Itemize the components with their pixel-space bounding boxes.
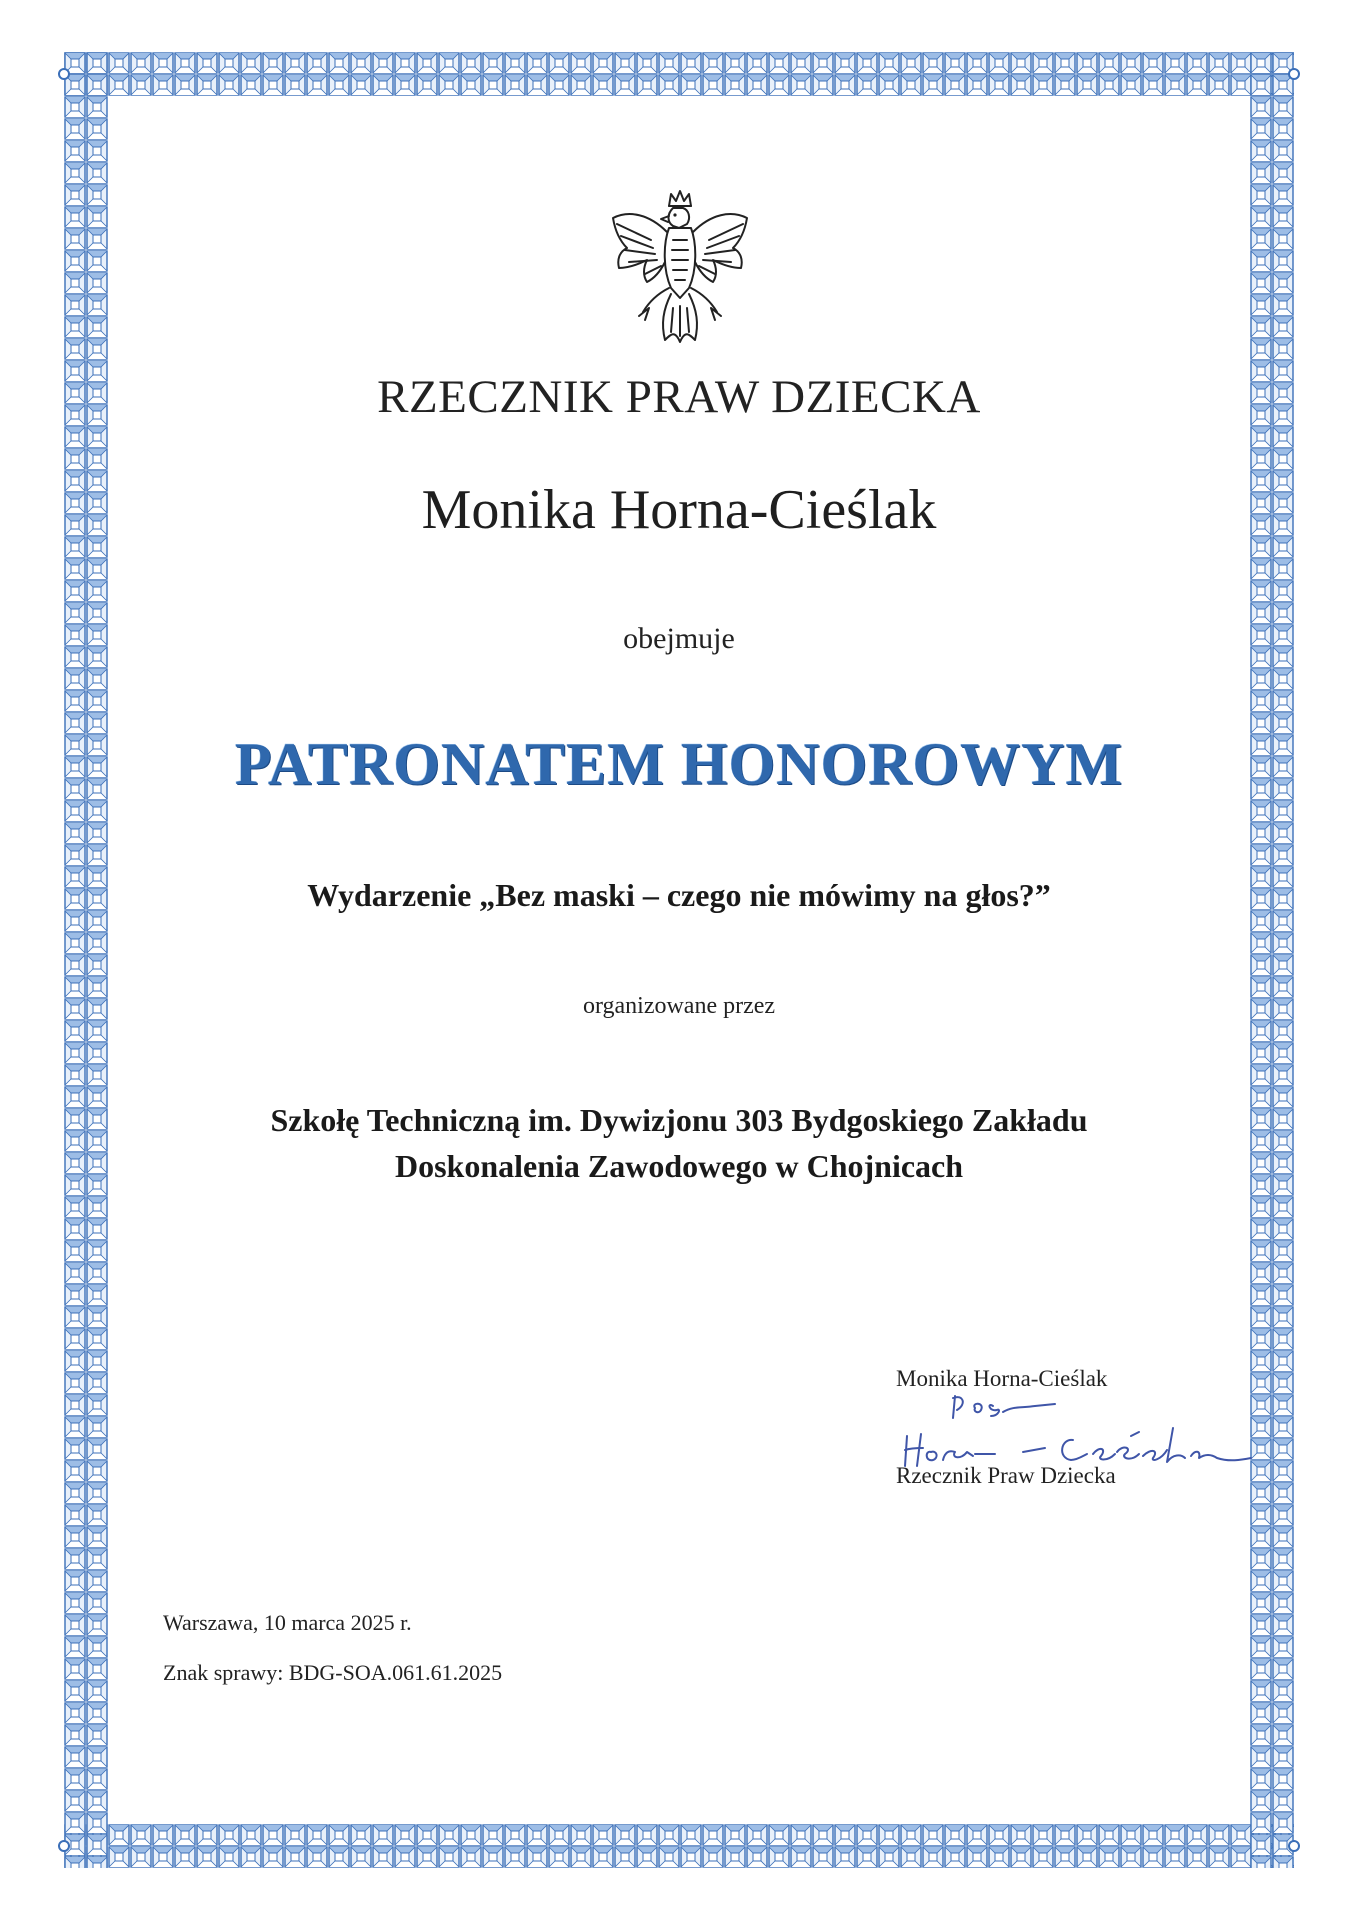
border-pattern-icon xyxy=(64,52,108,1868)
border-corner-ornament xyxy=(1288,1840,1300,1852)
decorative-border-right xyxy=(1250,52,1294,1868)
place-and-date: Warszawa, 10 marca 2025 r. xyxy=(163,1610,412,1635)
white-eagle-emblem-icon xyxy=(605,184,755,354)
organizer-line: Szkołę Techniczną im. Dywizjonu 303 Bydgoskiego Zakładu xyxy=(270,1102,1088,1138)
organized-by-text: organizowane przez xyxy=(582,993,776,1019)
signatory-role: Rzecznik Praw Dziecka xyxy=(896,1463,1116,1488)
event-title: Wydarzenie „Bez maski – czego nie mówimy na głos?” xyxy=(307,877,1051,913)
border-corner-ornament xyxy=(58,1840,70,1852)
border-corner-ornament xyxy=(1288,68,1300,80)
decorative-border-left xyxy=(64,52,108,1868)
handwritten-signature xyxy=(895,1388,1255,1470)
border-pattern-icon xyxy=(64,1824,1294,1868)
decorative-border-top xyxy=(64,52,1294,96)
organizer-line: Doskonalenia Zawodowego w Chojnicach xyxy=(394,1148,964,1184)
border-pattern-icon xyxy=(64,52,1294,96)
patronage-title: PATRONATEM HONOROWYM xyxy=(234,731,1124,797)
border-corner-ornament xyxy=(58,68,70,80)
case-reference: Znak sprawy: BDG-SOA.061.61.2025 xyxy=(163,1660,503,1685)
decorative-border-bottom xyxy=(64,1824,1294,1868)
signatory-name: Monika Horna-Cieślak xyxy=(896,1366,1108,1391)
ombudsman-name: Monika Horna-Cieślak xyxy=(421,479,937,541)
border-pattern-icon xyxy=(1250,52,1294,1868)
assumes-text: obejmuje xyxy=(623,622,735,655)
office-title: RZECZNIK PRAW DZIECKA xyxy=(377,371,981,423)
